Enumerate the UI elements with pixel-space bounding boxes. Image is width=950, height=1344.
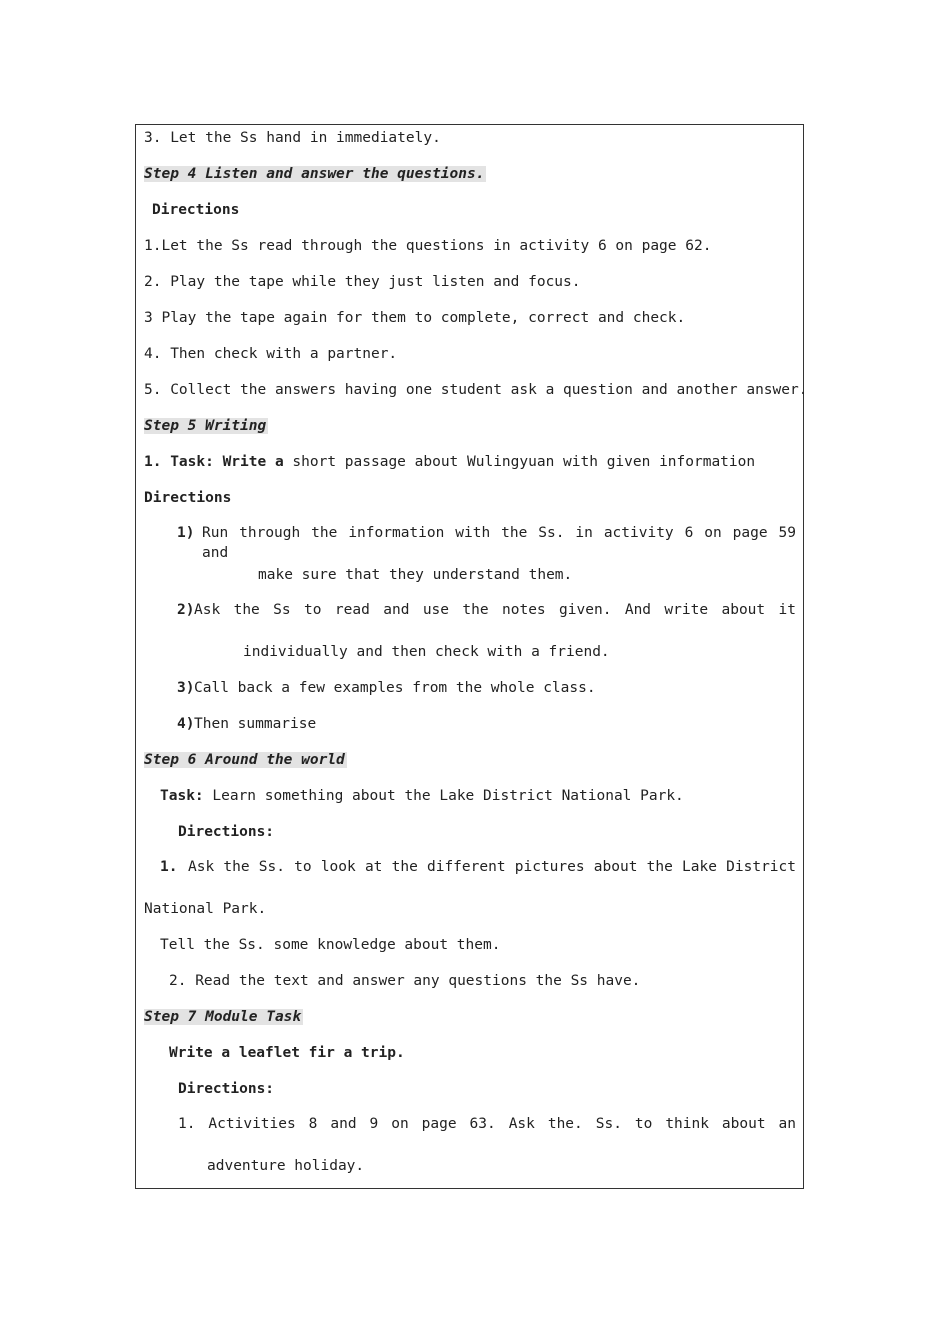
step-5-item-4: Then summarise	[194, 716, 317, 732]
instruction-line: 3. Let the Ss hand in immediately.	[144, 130, 441, 146]
step-5-heading	[144, 416, 268, 436]
step-4-item-3: 3 Play the tape again for them to complete, correct and check.	[144, 310, 686, 326]
step-6-item-1-cont: National Park.	[144, 901, 267, 917]
step-4-item-2: 2. Play the tape while they just listen and focus.	[144, 274, 581, 290]
step-4-item-4: 4. Then check with a partner.	[144, 346, 398, 362]
task-text: short passage about Wulingyuan with given information	[283, 454, 756, 470]
step-5-item-2-cont: individually and then check with a friend.	[243, 644, 610, 660]
step-5-item-1-cont: make sure that they understand them.	[258, 567, 573, 583]
list-number: 1.	[160, 859, 178, 875]
step-5-item-3: Call back a few examples from the whole class.	[194, 680, 596, 696]
task-label: 1. Task: Write a	[144, 454, 284, 470]
step-4-item-5: 5. Collect the answers having one student ask a question and another answer.	[144, 382, 808, 398]
step-6-item-2: 2. Read the text and answer any questions the Ss have.	[169, 973, 641, 989]
list-number: 3)	[177, 680, 195, 696]
directions-heading: Directions	[144, 490, 232, 506]
step-6-task	[160, 786, 684, 806]
step-4-heading	[144, 164, 486, 184]
directions-heading: Directions:	[178, 1081, 275, 1097]
directions-heading: Directions:	[178, 824, 275, 840]
task-label: Task:	[160, 788, 204, 804]
step-5-item-1: Run through the information with the Ss. in activity 6 on page 59 and	[202, 525, 796, 561]
step-6-label: Step 6 Around the world	[144, 752, 345, 768]
list-number: 2)	[177, 602, 195, 618]
step-4-label: Step 4 Listen and answer the questions.	[144, 166, 485, 182]
step-7-task: Write a leaflet fir a trip.	[169, 1045, 405, 1061]
step-7-heading	[144, 1007, 303, 1027]
step-6-item-1: Ask the Ss. to look at the different pictures about the Lake District	[188, 859, 796, 875]
directions-heading: Directions	[152, 202, 240, 218]
task-text: Learn something about the Lake District National Park.	[203, 788, 684, 804]
step-4-item-1: 1.Let the Ss read through the questions in activity 6 on page 62.	[144, 238, 712, 254]
list-number: 4)	[177, 716, 195, 732]
step-5-label: Step 5 Writing	[144, 418, 267, 434]
list-number: 1)	[177, 525, 195, 541]
step-6-heading	[144, 750, 347, 770]
step-7-item-1-cont: adventure holiday.	[207, 1158, 365, 1174]
step-5-task	[144, 452, 755, 472]
step-5-item-2: Ask the Ss to read and use the notes given. And write about it	[194, 602, 796, 618]
step-7-label: Step 7 Module Task	[144, 1009, 302, 1025]
step-6-item-1-note: Tell the Ss. some knowledge about them.	[160, 937, 501, 953]
step-7-item-1: 1. Activities 8 and 9 on page 63. Ask the. Ss. to think about an	[178, 1116, 796, 1132]
